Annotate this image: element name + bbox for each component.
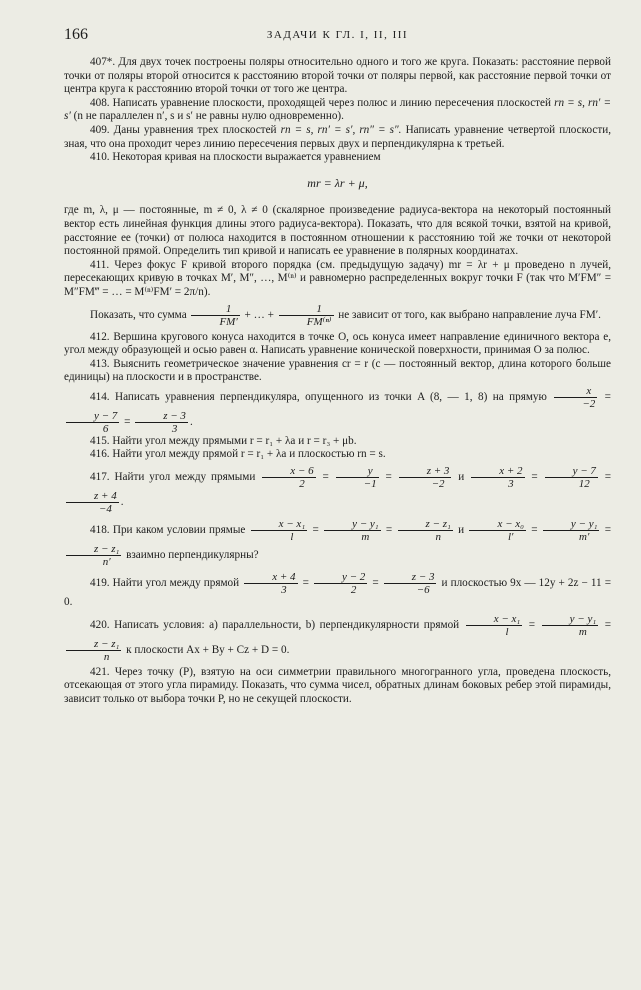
problem-413: 413. Выяснить геометрическое значение уравнения cr = r (c — постоянный вектор, длина которого больше единицы) на плоскости и в пространстве. <box>64 357 611 384</box>
problem-list <box>64 56 611 706</box>
problem-407: 407*. Для двух точек построены поляры относительно одного и того же круга. Показать: расстояние первой точки от поляры второй относится к расстоянию второй точки от поляры первой, как расстояние первой точки от центра круга к расстоянию второй точки от того же центра. <box>64 56 611 96</box>
formula-410: mr = λr + μ, <box>307 175 368 190</box>
problem-415: 415. Найти угол между прямыми r = r₁ + λa и r = r₃ + μb. <box>90 434 357 447</box>
problem-411-sum: Показать, что сумма $\frac{1}{FM'}$ + … + $\frac{1}{\text{FM⁽ⁿ⁾}}$ не зависит от того, как выбрано направление луча FM′. <box>90 302 601 328</box>
problem-421: 421. Через точку (P), взятую на оси симметрии правильного многогранного угла, проведена плоскость, отсекающая от этого угла пирамиду. Показать, что сумма чисел, обратных длинам боковых ребер этой пирамиды, зависит только от выбора точки P, но не секущей плоскости. <box>64 665 611 705</box>
problem-414: 414. Написать уравнения перпендикуляра, опущенного из точки A (8, — 1, 8) на прямую $\frac{x}{-2}$ = $\frac{y - 7}{6}$ = $\frac{z - 3}{3}$ . <box>64 385 611 435</box>
page-header <box>64 26 611 56</box>
problem-409: 409. Даны уравнения трех плоскостей rn = s, rn′ = s′, rn″ = s″. Написать уравнение четвертой плоскости, зная, что она проходит через линию пересечения первых двух и перпендикулярна к третьей. <box>64 123 612 150</box>
running-head: ЗАДАЧИ К ГЛ. I, II, III <box>266 29 409 41</box>
page-number: 166 <box>64 26 88 43</box>
problem-420: 420. Написать условия: a) параллельности, b) перпендикулярности прямой $\frac{\text{x − x₁}}{l}$ = $\frac{\text{y − y₁}}{m}$ = $\frac{\text{z − z₁}}{n}$ к плоскости Ax + By + Cz + D = 0. <box>64 613 611 663</box>
problem-416: 416. Найти угол между прямой r = r₁ + λa и плоскостью rn = s. <box>90 448 386 461</box>
problem-417: 417. Найти угол между прямыми $\frac{x - 6}{2}$ = $\frac{y}{-1}$ = $\frac{z + 3}{-2}$ и $\frac{x + 2}{3}$ = $\frac{y - 7}{12}$ = $\frac{z + 4}{-4}$ . <box>64 465 611 515</box>
problem-412: 412. Вершина кругового конуса находится в точке O, ось конуса имеет направление единичного вектора e, угол между образующей и осью равен α. Написать уравнение конической поверхности, принимая O за полюс. <box>64 330 611 357</box>
fraction: $\frac{1}{FM'}$ <box>191 303 239 328</box>
problem-411: 411. Через фокус F кривой второго порядка (см. предыдущую задачу) mr = λr + μ проведено n лучей, пересекающих кривую в точках M′, M″, …, M⁽ⁿ⁾ и равномерно распределенных вокруг точки F (так что M′FM″ = M″FM‴ = … = M⁽ⁿ⁾FM′ = 2π/n). <box>64 258 611 298</box>
problem-408: 408. Написать уравнение плоскости, проходящей через полюс и линию пересечения плоскостей rn = s, rn′ = s′ (n не параллелен n′, s и s′ не равны нулю одновременно). <box>64 96 611 123</box>
problem-419: 419. Найти угол между прямой $\frac{x + 4}{3}$ = $\frac{y - 2}{2}$ = $\frac{z - 3}{-6}$ и плоскостью 9x — 12y + 2z − 11 = 0. <box>64 571 612 609</box>
problem-410: 410. Некоторая кривая на плоскости выражается уравнением <box>90 151 381 164</box>
fraction: $\frac{1}{\text{FM⁽ⁿ⁾}}$ <box>279 303 334 328</box>
problem-418: 418. При каком условии прямые $\frac{\text{x − x₁}}{l}$ = $\frac{\text{y − y₁}}{m}$ = $\frac{\text{z − z₁}}{n}$ и $\frac{\text{x − x₀}}{l'}$ = $\frac{\text{y − y₁}}{m'}$ = $\frac{\text{z − z₁}}{n'}$ взаимно перпендикулярны? <box>64 518 611 568</box>
problem-410-text: где m, λ, μ — постоянные, m ≠ 0, λ ≠ 0 (скалярное произведение радиуса-вектора на некоторый постоянный вектор есть линейная функция длины этого радиуса-вектора). Показать, что для всякой точки, взятой на кривой, расстояние ее (точки) от полюса находится в постоянном отношении к расстоянию той же точки от некоторой постоянной прямой. Определить тип кривой и написать ее уравнение в полярных координатах. <box>64 204 611 258</box>
